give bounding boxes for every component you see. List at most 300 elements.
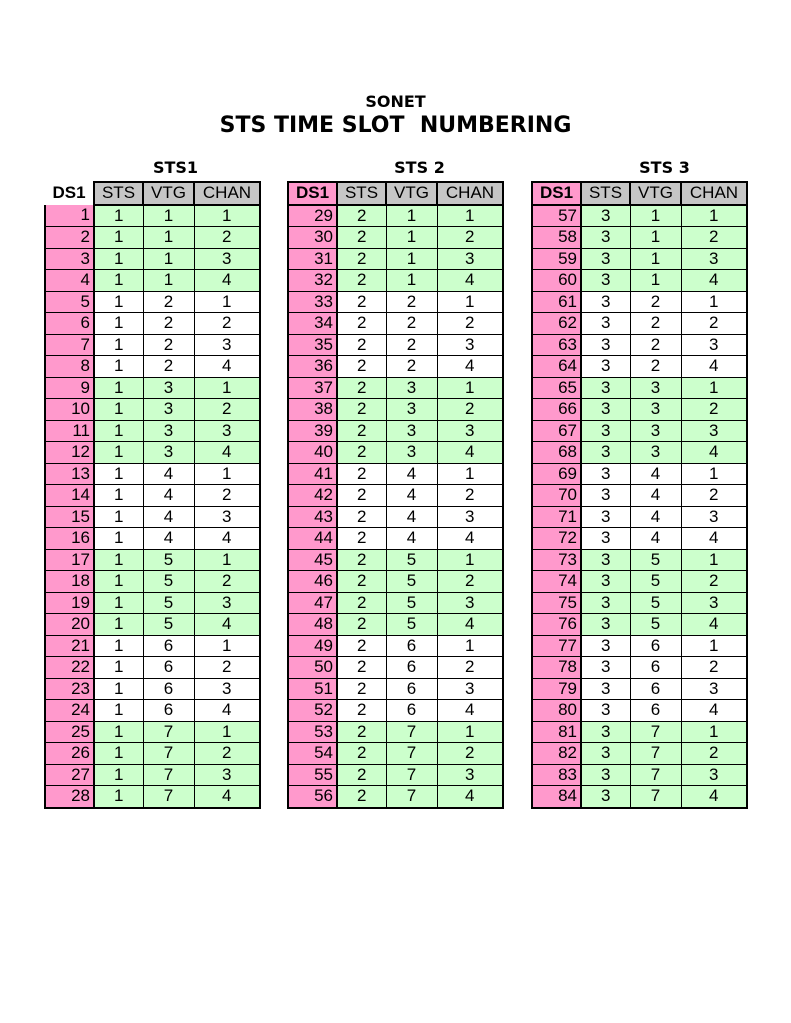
col-header-chan: CHAN	[437, 182, 503, 205]
table-row	[45, 334, 260, 356]
chan-cell: 1	[437, 635, 503, 657]
ds1-cell: 53	[288, 721, 337, 743]
ds1-cell: 76	[532, 614, 581, 636]
vtg-cell: 3	[143, 377, 194, 399]
ds1-cell: 21	[45, 635, 94, 657]
ds1-cell: 75	[532, 592, 581, 614]
sts-cell: 2	[337, 313, 386, 335]
chan-cell: 3	[437, 678, 503, 700]
table-row	[532, 764, 747, 786]
table-row	[532, 786, 747, 808]
chan-cell: 2	[681, 227, 747, 249]
sts-cell: 1	[94, 678, 143, 700]
sts-cell: 1	[94, 248, 143, 270]
table-row	[532, 506, 747, 528]
chan-cell: 3	[681, 420, 747, 442]
ds1-cell: 40	[288, 442, 337, 464]
table-row	[45, 442, 260, 464]
vtg-cell: 6	[143, 635, 194, 657]
table-row	[288, 721, 503, 743]
sts-cell: 2	[337, 743, 386, 765]
table-row	[45, 227, 260, 249]
ds1-cell: 71	[532, 506, 581, 528]
ds1-cell: 65	[532, 377, 581, 399]
table-row	[532, 635, 747, 657]
table-row	[532, 721, 747, 743]
chan-cell: 1	[437, 549, 503, 571]
vtg-cell: 7	[386, 764, 437, 786]
ds1-cell: 26	[45, 743, 94, 765]
col-header-ds1: DS1	[52, 183, 86, 203]
ds1-cell: 79	[532, 678, 581, 700]
chan-cell: 4	[194, 356, 260, 378]
chan-cell: 1	[681, 377, 747, 399]
chan-cell: 3	[681, 506, 747, 528]
col-header-sts: STS	[581, 182, 630, 205]
sts-cell: 1	[94, 700, 143, 722]
chan-cell: 3	[681, 592, 747, 614]
table-row	[45, 528, 260, 550]
col-header-chan: CHAN	[681, 182, 747, 205]
chan-cell: 3	[681, 764, 747, 786]
vtg-cell: 3	[630, 420, 681, 442]
sts-cell: 1	[94, 399, 143, 421]
vtg-cell: 7	[143, 786, 194, 808]
sts-cell: 3	[581, 399, 630, 421]
ds1-cell: 6	[45, 313, 94, 335]
header-row	[532, 182, 747, 205]
table-row	[288, 635, 503, 657]
ds1-cell: 11	[45, 420, 94, 442]
table-row	[45, 399, 260, 421]
chan-cell: 2	[437, 657, 503, 679]
vtg-cell: 7	[630, 721, 681, 743]
sts-cell: 2	[337, 227, 386, 249]
header-row	[288, 182, 503, 205]
vtg-cell: 6	[386, 700, 437, 722]
table-row	[45, 743, 260, 765]
chan-cell: 3	[681, 248, 747, 270]
vtg-cell: 2	[143, 313, 194, 335]
table-row	[532, 334, 747, 356]
chan-cell: 2	[437, 571, 503, 593]
chan-cell: 3	[437, 506, 503, 528]
chan-cell: 3	[194, 592, 260, 614]
vtg-cell: 2	[386, 291, 437, 313]
sts-cell: 1	[94, 528, 143, 550]
vtg-cell: 3	[143, 399, 194, 421]
table-row	[288, 700, 503, 722]
table-row	[288, 399, 503, 421]
vtg-cell: 7	[386, 721, 437, 743]
ds1-cell: 48	[288, 614, 337, 636]
chan-cell: 4	[437, 786, 503, 808]
ds1-cell: 45	[288, 549, 337, 571]
vtg-cell: 2	[143, 356, 194, 378]
col-header-sts: STS	[94, 182, 143, 205]
chan-cell: 3	[681, 678, 747, 700]
ds1-cell: 30	[288, 227, 337, 249]
vtg-cell: 3	[143, 442, 194, 464]
table-row	[288, 764, 503, 786]
chan-cell: 2	[437, 313, 503, 335]
vtg-cell: 7	[143, 764, 194, 786]
table-row	[532, 549, 747, 571]
ds1-cell: 81	[532, 721, 581, 743]
ds1-cell: 14	[45, 485, 94, 507]
table-row	[45, 420, 260, 442]
vtg-cell: 1	[143, 205, 194, 227]
sts2-table	[287, 181, 504, 809]
table-row	[532, 485, 747, 507]
chan-cell: 4	[437, 700, 503, 722]
group-title-sts2: STS 2	[394, 158, 445, 177]
chan-cell: 2	[194, 485, 260, 507]
vtg-cell: 4	[630, 485, 681, 507]
table-row	[532, 313, 747, 335]
vtg-cell: 3	[386, 399, 437, 421]
ds1-cell: 39	[288, 420, 337, 442]
table-row	[288, 205, 503, 227]
vtg-cell: 3	[386, 442, 437, 464]
sts-cell: 1	[94, 291, 143, 313]
ds1-cell: 10	[45, 399, 94, 421]
ds1-cell: 31	[288, 248, 337, 270]
sts-cell: 2	[337, 463, 386, 485]
chan-cell: 1	[681, 463, 747, 485]
vtg-cell: 6	[630, 678, 681, 700]
vtg-cell: 4	[386, 506, 437, 528]
sts-cell: 3	[581, 764, 630, 786]
vtg-cell: 5	[630, 571, 681, 593]
sts-cell: 1	[94, 227, 143, 249]
sts-cell: 3	[581, 227, 630, 249]
ds1-cell: 62	[532, 313, 581, 335]
sts-cell: 1	[94, 635, 143, 657]
chan-cell: 4	[194, 786, 260, 808]
ds1-cell: 66	[532, 399, 581, 421]
vtg-cell: 3	[143, 420, 194, 442]
sts-cell: 1	[94, 721, 143, 743]
ds1-cell: 83	[532, 764, 581, 786]
vtg-cell: 5	[630, 614, 681, 636]
ds1-cell: 23	[45, 678, 94, 700]
vtg-cell: 2	[630, 291, 681, 313]
chan-cell: 4	[437, 270, 503, 292]
table-row	[45, 592, 260, 614]
sts-cell: 1	[94, 786, 143, 808]
col-header-chan: CHAN	[194, 182, 260, 205]
table-row	[45, 700, 260, 722]
table-row	[45, 356, 260, 378]
chan-cell: 3	[194, 248, 260, 270]
sts-cell: 3	[581, 614, 630, 636]
chan-cell: 3	[194, 420, 260, 442]
table-row	[45, 635, 260, 657]
ds1-cell: 20	[45, 614, 94, 636]
vtg-cell: 1	[143, 227, 194, 249]
vtg-cell: 3	[386, 420, 437, 442]
ds1-cell: 32	[288, 270, 337, 292]
sts3-table	[531, 181, 748, 809]
sts-cell: 1	[94, 592, 143, 614]
sts-cell: 3	[581, 700, 630, 722]
sts-cell: 3	[581, 678, 630, 700]
vtg-cell: 3	[630, 377, 681, 399]
vtg-cell: 5	[386, 549, 437, 571]
vtg-cell: 7	[143, 743, 194, 765]
sts-cell: 2	[337, 420, 386, 442]
vtg-cell: 3	[630, 442, 681, 464]
sts-cell: 2	[337, 334, 386, 356]
vtg-cell: 6	[630, 700, 681, 722]
chan-cell: 2	[681, 313, 747, 335]
ds1-cell: 80	[532, 700, 581, 722]
chan-cell: 2	[437, 399, 503, 421]
sts-cell: 3	[581, 506, 630, 528]
group-title-sts3: STS 3	[639, 158, 690, 177]
chan-cell: 2	[194, 743, 260, 765]
vtg-cell: 1	[630, 270, 681, 292]
sts-cell: 2	[337, 442, 386, 464]
vtg-cell: 1	[386, 205, 437, 227]
table-row	[532, 463, 747, 485]
vtg-cell: 6	[386, 657, 437, 679]
table-row	[288, 592, 503, 614]
sts-cell: 3	[581, 485, 630, 507]
sts-cell: 3	[581, 657, 630, 679]
ds1-cell: 7	[45, 334, 94, 356]
sts-cell: 1	[94, 377, 143, 399]
table-row	[45, 270, 260, 292]
vtg-cell: 2	[386, 313, 437, 335]
col-header-sts: STS	[337, 182, 386, 205]
sts-cell: 3	[581, 786, 630, 808]
vtg-cell: 2	[630, 334, 681, 356]
chan-cell: 1	[681, 205, 747, 227]
chan-cell: 4	[194, 700, 260, 722]
chan-cell: 1	[681, 635, 747, 657]
chan-cell: 3	[437, 248, 503, 270]
chan-cell: 2	[681, 571, 747, 593]
chan-cell: 1	[194, 635, 260, 657]
sts-cell: 3	[581, 377, 630, 399]
table-row	[288, 485, 503, 507]
vtg-cell: 4	[630, 528, 681, 550]
vtg-cell: 5	[630, 549, 681, 571]
table-row	[45, 313, 260, 335]
col-header-vtg: VTG	[630, 182, 681, 205]
table-row	[288, 420, 503, 442]
table-row	[45, 205, 260, 227]
vtg-cell: 2	[630, 313, 681, 335]
vtg-cell: 5	[386, 592, 437, 614]
sts-cell: 2	[337, 205, 386, 227]
sts-cell: 1	[94, 270, 143, 292]
table-row	[288, 463, 503, 485]
table-row	[45, 248, 260, 270]
ds1-cell: 34	[288, 313, 337, 335]
table-row	[45, 786, 260, 808]
ds1-cell: 42	[288, 485, 337, 507]
sts-cell: 1	[94, 571, 143, 593]
sts-cell: 1	[94, 205, 143, 227]
vtg-cell: 4	[143, 463, 194, 485]
vtg-cell: 1	[386, 248, 437, 270]
document-pretitle: SONET	[365, 92, 426, 111]
table-row	[288, 571, 503, 593]
table-row	[532, 743, 747, 765]
table-row	[532, 528, 747, 550]
table-row	[288, 227, 503, 249]
vtg-cell: 5	[143, 571, 194, 593]
ds1-cell: 73	[532, 549, 581, 571]
col-header-ds1: DS1	[532, 182, 581, 205]
vtg-cell: 2	[630, 356, 681, 378]
chan-cell: 4	[681, 442, 747, 464]
sts-cell: 2	[337, 657, 386, 679]
vtg-cell: 6	[386, 635, 437, 657]
sts-cell: 1	[94, 614, 143, 636]
vtg-cell: 7	[386, 743, 437, 765]
ds1-cell: 60	[532, 270, 581, 292]
vtg-cell: 1	[630, 227, 681, 249]
chan-cell: 4	[194, 442, 260, 464]
ds1-cell: 54	[288, 743, 337, 765]
vtg-cell: 4	[630, 506, 681, 528]
vtg-cell: 1	[630, 205, 681, 227]
table-row	[288, 743, 503, 765]
sts-cell: 3	[581, 549, 630, 571]
sts-cell: 1	[94, 356, 143, 378]
sts-cell: 2	[337, 528, 386, 550]
table-row	[45, 571, 260, 593]
sts-cell: 1	[94, 442, 143, 464]
ds1-cell: 9	[45, 377, 94, 399]
sts-cell: 2	[337, 506, 386, 528]
sts-cell: 3	[581, 721, 630, 743]
ds1-cell: 64	[532, 356, 581, 378]
ds1-cell: 22	[45, 657, 94, 679]
table-row	[532, 442, 747, 464]
vtg-cell: 6	[143, 657, 194, 679]
chan-cell: 1	[437, 291, 503, 313]
vtg-cell: 5	[386, 571, 437, 593]
ds1-cell: 82	[532, 743, 581, 765]
ds1-cell: 67	[532, 420, 581, 442]
chan-cell: 3	[681, 334, 747, 356]
vtg-cell: 2	[386, 356, 437, 378]
col-header-vtg: VTG	[143, 182, 194, 205]
ds1-cell: 16	[45, 528, 94, 550]
sts-cell: 3	[581, 334, 630, 356]
ds1-cell: 41	[288, 463, 337, 485]
chan-cell: 3	[437, 420, 503, 442]
vtg-cell: 7	[386, 786, 437, 808]
vtg-cell: 1	[386, 270, 437, 292]
chan-cell: 2	[437, 227, 503, 249]
table-row	[45, 764, 260, 786]
table-row	[532, 248, 747, 270]
chan-cell: 3	[194, 334, 260, 356]
ds1-cell: 12	[45, 442, 94, 464]
ds1-cell: 46	[288, 571, 337, 593]
sts-cell: 2	[337, 700, 386, 722]
chan-cell: 4	[194, 528, 260, 550]
sts-cell: 3	[581, 592, 630, 614]
table-row	[45, 291, 260, 313]
ds1-cell: 43	[288, 506, 337, 528]
ds1-cell: 18	[45, 571, 94, 593]
table-row	[288, 291, 503, 313]
sts-cell: 3	[581, 635, 630, 657]
chan-cell: 4	[437, 614, 503, 636]
chan-cell: 4	[681, 356, 747, 378]
table-row	[532, 592, 747, 614]
chan-cell: 3	[194, 506, 260, 528]
sts-cell: 2	[337, 549, 386, 571]
chan-cell: 3	[194, 678, 260, 700]
chan-cell: 2	[437, 485, 503, 507]
vtg-cell: 4	[630, 463, 681, 485]
table-row	[532, 227, 747, 249]
vtg-cell: 4	[386, 463, 437, 485]
chan-cell: 2	[194, 313, 260, 335]
vtg-cell: 5	[386, 614, 437, 636]
table-row	[532, 700, 747, 722]
chan-cell: 1	[437, 721, 503, 743]
vtg-cell: 2	[143, 291, 194, 313]
vtg-cell: 5	[143, 549, 194, 571]
ds1-cell: 47	[288, 592, 337, 614]
vtg-cell: 6	[386, 678, 437, 700]
chan-cell: 1	[194, 291, 260, 313]
sts-cell: 3	[581, 420, 630, 442]
ds1-cell: 52	[288, 700, 337, 722]
chan-cell: 1	[437, 205, 503, 227]
chan-cell: 4	[681, 700, 747, 722]
ds1-cell: 69	[532, 463, 581, 485]
table-row	[288, 356, 503, 378]
table-row	[532, 270, 747, 292]
table-row	[288, 248, 503, 270]
ds1-cell: 8	[45, 356, 94, 378]
vtg-cell: 6	[143, 678, 194, 700]
ds1-cell: 51	[288, 678, 337, 700]
vtg-cell: 6	[630, 635, 681, 657]
table-row	[532, 377, 747, 399]
sts-cell: 2	[337, 270, 386, 292]
vtg-cell: 1	[630, 248, 681, 270]
sts-cell: 3	[581, 248, 630, 270]
vtg-cell: 4	[143, 528, 194, 550]
ds1-cell: 72	[532, 528, 581, 550]
ds1-cell: 70	[532, 485, 581, 507]
ds1-cell: 77	[532, 635, 581, 657]
sts-cell: 2	[337, 764, 386, 786]
sts-cell: 2	[337, 356, 386, 378]
vtg-cell: 1	[386, 227, 437, 249]
vtg-cell: 7	[630, 743, 681, 765]
chan-cell: 3	[437, 592, 503, 614]
chan-cell: 2	[194, 227, 260, 249]
sts-cell: 2	[337, 377, 386, 399]
chan-cell: 4	[437, 442, 503, 464]
sts-cell: 1	[94, 420, 143, 442]
ds1-cell: 24	[45, 700, 94, 722]
chan-cell: 4	[194, 614, 260, 636]
table-row	[288, 549, 503, 571]
